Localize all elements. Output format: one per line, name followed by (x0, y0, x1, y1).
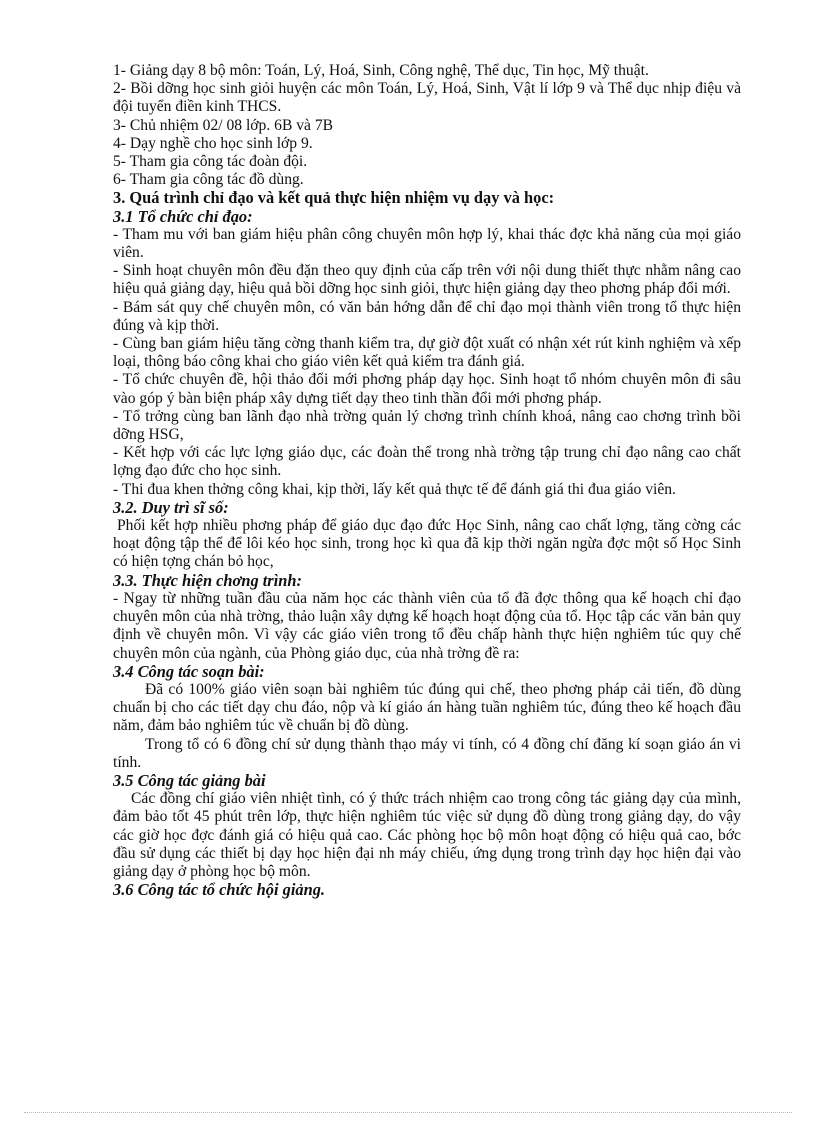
section-heading: 3. Quá trình chỉ đạo và kết quả thực hiện nhiệm vụ dạy và học: (113, 188, 555, 208)
section-heading: 3.3. Thực hiện chơng trình: (113, 570, 302, 590)
paragraph: - Sinh hoạt chuyên môn đều đặn theo quy định của cấp trên với nội dung thiết thực nhằm nâng cao hiệu quả giảng dạy, hiệu quả bồi dỡng học sinh giỏi, thực hiện giảng dạy theo phơng pháp đổi mới. (113, 262, 741, 298)
paragraph: - Tham mu với ban giám hiệu phân công chuyên môn hợp lý, khai thác đợc khả năng của mọi giáo viên. (113, 225, 741, 262)
section-heading: 3.1 Tổ chức chỉ đạo: (113, 206, 253, 226)
page-bottom-divider (24, 1112, 792, 1113)
paragraph: - Thi đua khen thởng công khai, kịp thời, lấy kết quả thực tế để đánh giá thi đua giáo viên. (113, 480, 676, 498)
paragraph: - Cùng ban giám hiệu tăng cờng thanh kiểm tra, dự giờ đột xuất có nhận xét rút kinh nghiệm và xếp loại, thông báo công khai cho giáo viên kết quả kiểm tra đánh giá. (113, 335, 741, 371)
paragraph: 5- Tham gia công tác đoàn đội. (113, 153, 308, 171)
paragraph: 6- Tham gia công tác đồ dùng. (113, 171, 304, 189)
paragraph: - Tổ trởng cùng ban lãnh đạo nhà trờng quản lý chơng trình chính khoá, nâng cao chơng trình bồi dỡng HSG, (113, 407, 741, 444)
paragraph: - Ngay từ những tuần đầu của năm học các thành viên của tổ đã đợc thông qua kế hoạch chỉ đạo chuyên môn của nhà trờng, thảo luận xây dựng kế hoạch hoạt động của tổ. Học tập các văn bản quy định về chuyên môn. Vì vậy các giáo viên trong tổ đều chấp hành thực hiện nghiêm túc quy chế chuyên môn của ngành, của Phòng giáo dục, của nhà trờng đề ra: (113, 589, 741, 662)
paragraph: - Kết hợp với các lực lợng giáo dục, các đoàn thể trong nhà trờng tập trung chỉ đạo nâng cao chất lợng đạo đức cho học sinh. (113, 444, 741, 480)
paragraph: - Bám sát quy chế chuyên môn, có văn bản hớng dẫn để chỉ đạo mọi thành viên trong tổ thực hiện đúng và kịp thời. (113, 298, 741, 334)
paragraph: 3- Chủ nhiệm 02/ 08 lớp. 6B và 7B (113, 116, 334, 134)
section-heading: 3.4 Công tác soạn bài: (113, 661, 265, 681)
paragraph: 1- Giảng dạy 8 bộ môn: Toán, Lý, Hoá, Sinh, Công nghệ, Thể dục, Tin học, Mỹ thuật. (113, 62, 649, 79)
section-heading: 3.5 Công tác giảng bài (113, 770, 266, 790)
paragraph: Phối kết hợp nhiều phơng pháp để giáo dục đạo đức Học Sinh, nâng cao chất lợng, tăng cờng các hoạt động tập thể để lôi kéo học sinh, trong học kì qua đã kịp thời ngăn ngừa đợc một số Học Sinh có hiện tợng chán bỏ học, (113, 517, 741, 571)
section-heading: 3.6 Công tác tổ chức hội giảng. (113, 880, 325, 900)
paragraph: 2- Bồi dỡng học sinh giỏi huyện các môn Toán, Lý, Hoá, Sinh, Vật lí lớp 9 và Thể dục nhịp điệu và đội tuyển điền kinh THCS. (113, 80, 741, 116)
paragraph: Trong tổ có 6 đồng chí sử dụng thành thạo máy vi tính, có 4 đồng chí đăng kí soạn giáo án vi tính. (113, 735, 741, 771)
paragraph: Các đồng chí giáo viên nhiệt tình, có ý thức trách nhiệm cao trong công tác giảng dạy của mình, đảm bảo tốt 45 phút trên lớp, thực hiện nghiêm túc việc sử dụng đồ dùng trong giảng dạy, do vậy các giờ học đợc đánh giá có hiệu quả cao. Các phòng học bộ môn hoạt động có hiệu quả cao, bớc đầu sử dụng các thiết bị dạy học hiện đại nh máy chiếu, ứng dụng trong trình dạy học hiện đại vào giảng dạy ở phòng học bộ môn. (113, 790, 741, 880)
paragraph: - Tổ chức chuyên đề, hội thảo đổi mới phơng pháp dạy học. Sinh hoạt tổ nhóm chuyên môn đi sâu vào góp ý bàn biện pháp xây dựng tiết dạy theo tinh thần đổi mới phơng pháp. (113, 371, 741, 407)
document-page (113, 62, 741, 899)
section-heading: 3.2. Duy trì sĩ số: (113, 497, 229, 517)
paragraph: Đã có 100% giáo viên soạn bài nghiêm túc đúng qui chế, theo phơng pháp cải tiến, đồ dùng chuẩn bị cho các tiết dạy chu đáo, nộp và kí giáo án hàng tuần nghiêm túc, đúng theo kế hoạch đầu năm, đảm bảo nghiêm túc về chuẩn bị đồ dùng. (113, 680, 741, 735)
paragraph: 4- Dạy nghề cho học sinh lớp 9. (113, 134, 313, 152)
